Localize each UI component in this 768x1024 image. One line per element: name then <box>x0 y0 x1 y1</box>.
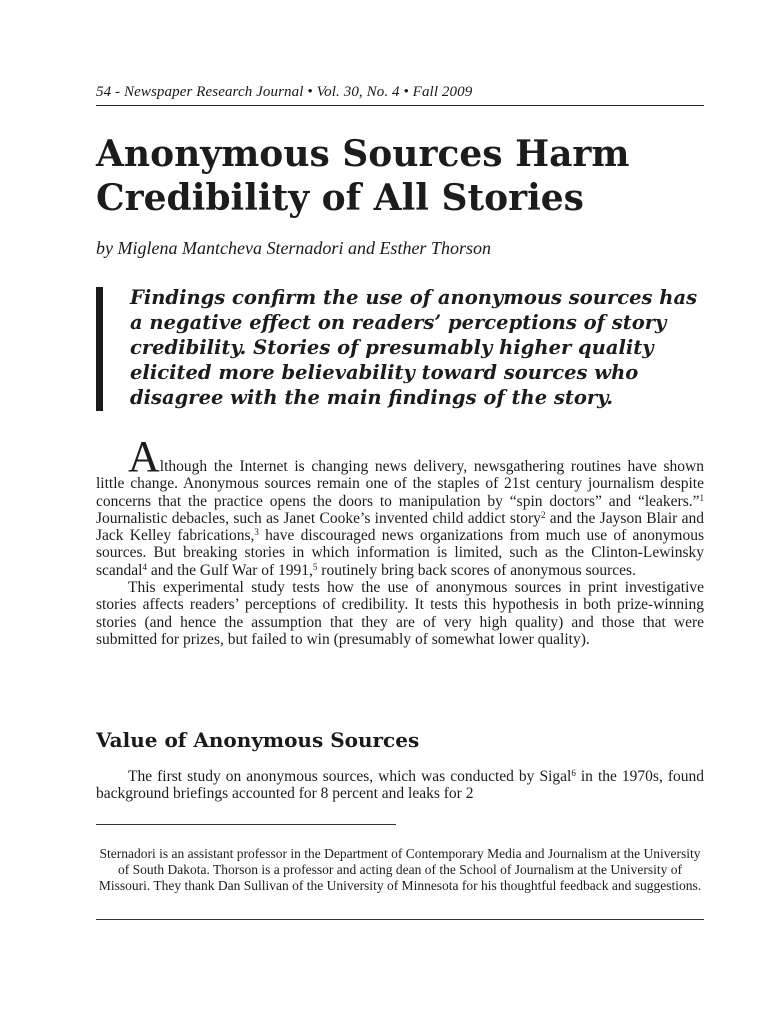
section-heading: Value of Anonymous Sources <box>96 728 420 752</box>
footnote-ref: 5 <box>312 561 318 572</box>
title-line-1: Anonymous Sources Harm <box>96 133 630 175</box>
section-body <box>96 768 704 803</box>
author-footnote: Sternadori is an assistant professor in the Department of Contemporary Media and Journalism at the University of South Dakota. Thorson is a professor and acting dean of the School of Journalism at the University of Missouri. They thank Dan Sullivan of the University of Minnesota for his thoughtful feedback and suggestions. <box>98 846 702 893</box>
footnote-ref: 6 <box>571 768 576 778</box>
abstract: Findings confirm the use of anonymous sources has a negative effect on readers’ perceptions of story credibility. Stories of presumably higher quality elicited more believability toward sources who disagree with the main findings of the story. <box>130 286 698 409</box>
footnote-ref: 4 <box>142 561 147 572</box>
footnote-ref: 3 <box>254 527 259 538</box>
paragraph-2: This experimental study tests how the use of anonymous sources in print investigative stories affects readers’ perceptions of credibility. It tests this hypothesis in both prize-winning stories (and hence the assumption that they are of very high quality) and those that were submitted for prizes, but failed to win (presumably of somewhat lower quality). <box>96 579 704 648</box>
drop-cap: A <box>128 432 160 481</box>
footnote-ref: 2 <box>540 509 546 520</box>
article-body <box>96 432 704 648</box>
running-head: 54 - Newspaper Research Journal • Vol. 30, No. 4 • Fall 2009 <box>96 84 704 106</box>
footnote-ref: 1 <box>699 492 704 503</box>
footnote-divider <box>96 824 396 825</box>
byline: by Miglena Mantcheva Sternadori and Esther Thorson <box>96 238 491 258</box>
paragraph-1: Although the Internet is changing news delivery, newsgathering routines have shown little change. Anonymous sources remain one of the staples of 21st century journalism despite concerns that the practice opens the doors to manipulation by “spin doctors” and “leakers.”$^1$ Journalistic debacles, such as Janet Cooke’s invented child addict story$^2$ and the Jayson Blair and Jack Kelley fabrications,$^3$ have discouraged news organizations from much use of anonymous sources. But breaking stories in which information is limited, such as the Clinton-Lewinsky scandal$^4$ and the Gulf War of 1991,$^5$ routinely bring back scores of anonymous sources. <box>96 432 704 579</box>
article-title <box>96 132 704 220</box>
title-line-2: Credibility of All Stories <box>96 177 584 219</box>
paragraph-3: The first study on anonymous sources, which was conducted by Sigal$^6$ in the 1970s, found background briefings accounted for 8 percent and leaks for 2 <box>96 768 705 803</box>
bottom-rule <box>96 919 704 920</box>
abstract-bar <box>96 287 103 411</box>
